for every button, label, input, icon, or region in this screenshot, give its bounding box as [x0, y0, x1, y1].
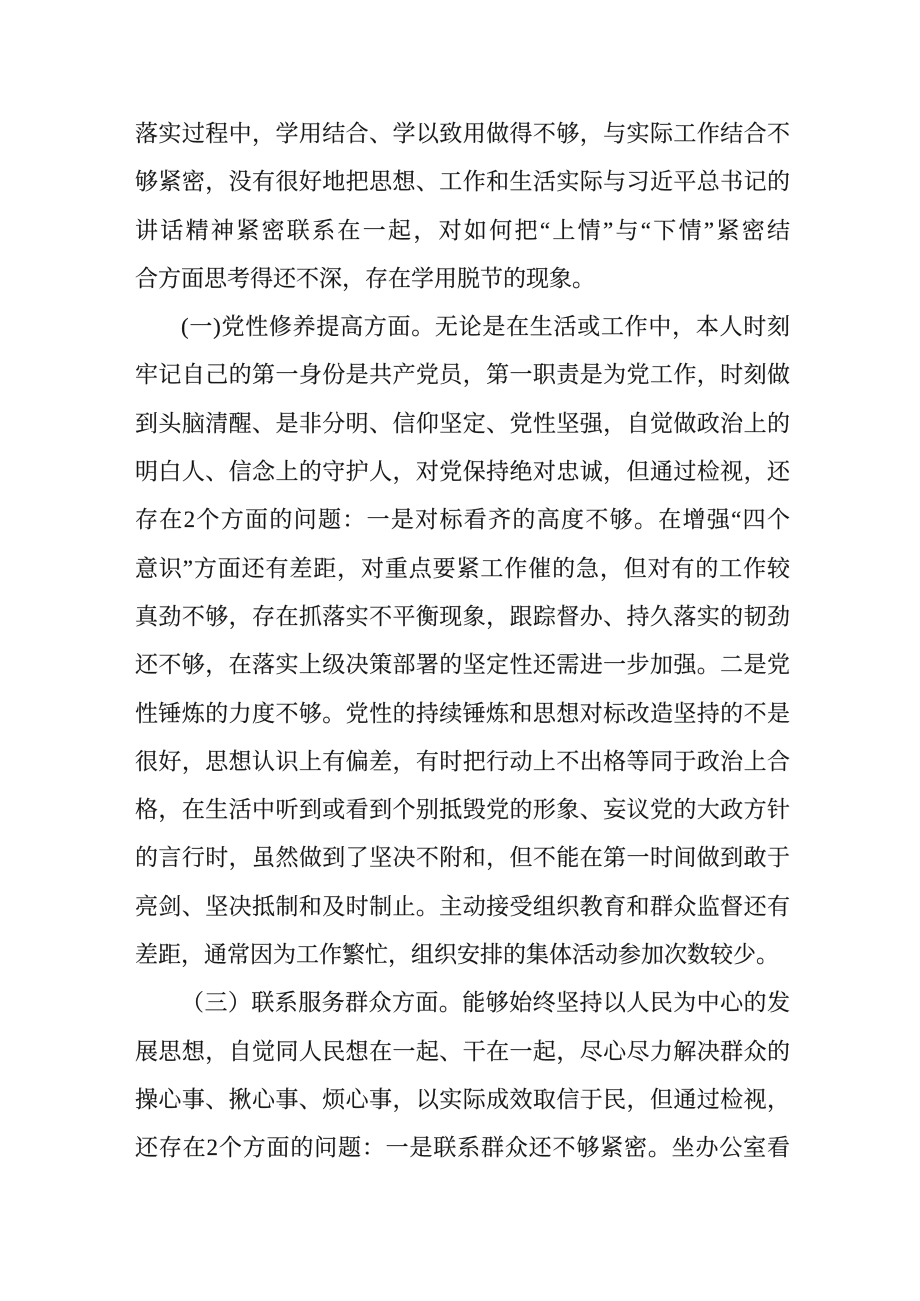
text-line: 很好，思想认识上有偏差，有时把行动上不出格等同于政治上合: [135, 748, 790, 774]
text-line: 真劲不够，存在抓落实不平衡现象，跟踪督办、持久落实的韧劲: [135, 603, 790, 629]
text-line: 明白人、信念上的守护人，对党保持绝对忠诚，但通过检视，还: [135, 459, 790, 485]
text-line: 落实过程中，学用结合、学以致用做得不够，与实际工作结合不: [135, 121, 790, 146]
text-line: 够紧密，没有很好地把思想、工作和生活实际与习近平总书记的: [135, 169, 790, 195]
text-line: 操心事、揪心事、烦心事，以实际成效取信于民，但通过检视，: [135, 1086, 790, 1112]
text-line: (一)党性修养提高方面。无论是在生活或工作中，本人时刻: [181, 314, 790, 340]
text-line: 意识”方面还有差距，对重点要紧工作催的急，但对有的工作较: [135, 555, 790, 581]
text-line: 差距，通常因为工作繁忙，组织安排的集体活动参加次数较少。: [135, 942, 779, 968]
text-line: 亮剑、坚决抵制和及时制止。主动接受组织教育和群众监督还有: [135, 893, 790, 919]
document-text: [135, 110, 790, 1173]
text-line: 牢记自己的第一身份是共产党员，第一职责是为党工作，时刻做: [135, 362, 790, 388]
text-line: 格，在生活中听到或看到个别抵毁党的形象、妄议党的大政方针: [135, 797, 790, 823]
text-line: （三）联系服务群众方面。能够始终坚持以人民为中心的发: [181, 990, 790, 1016]
text-line: 讲话精神紧密联系在一起，对如何把“上情”与“下情”紧密结: [135, 217, 790, 243]
text-line: 还不够，在落实上级决策部署的坚定性还需进一步加强。二是党: [135, 652, 790, 678]
text-line: 合方面思考得还不深，存在学用脱节的现象。: [135, 265, 595, 291]
text-line: 性锤炼的力度不够。党性的持续锤炼和思想对标改造坚持的不是: [135, 700, 790, 726]
text-line: 的言行时，虽然做到了坚决不附和，但不能在第一时间做到敢于: [135, 845, 790, 871]
text-line: 还存在2个方面的问题：一是联系群众还不够紧密。坐办公室看: [135, 1135, 790, 1161]
text-line: 存在2个方面的问题：一是对标看齐的高度不够。在增强“四个: [135, 507, 790, 533]
text-line: 到头脑清醒、是非分明、信仰坚定、党性坚强，自觉做政治上的: [135, 410, 790, 436]
text-line: 展思想，自觉同人民想在一起、干在一起，尽心尽力解决群众的: [135, 1038, 790, 1064]
